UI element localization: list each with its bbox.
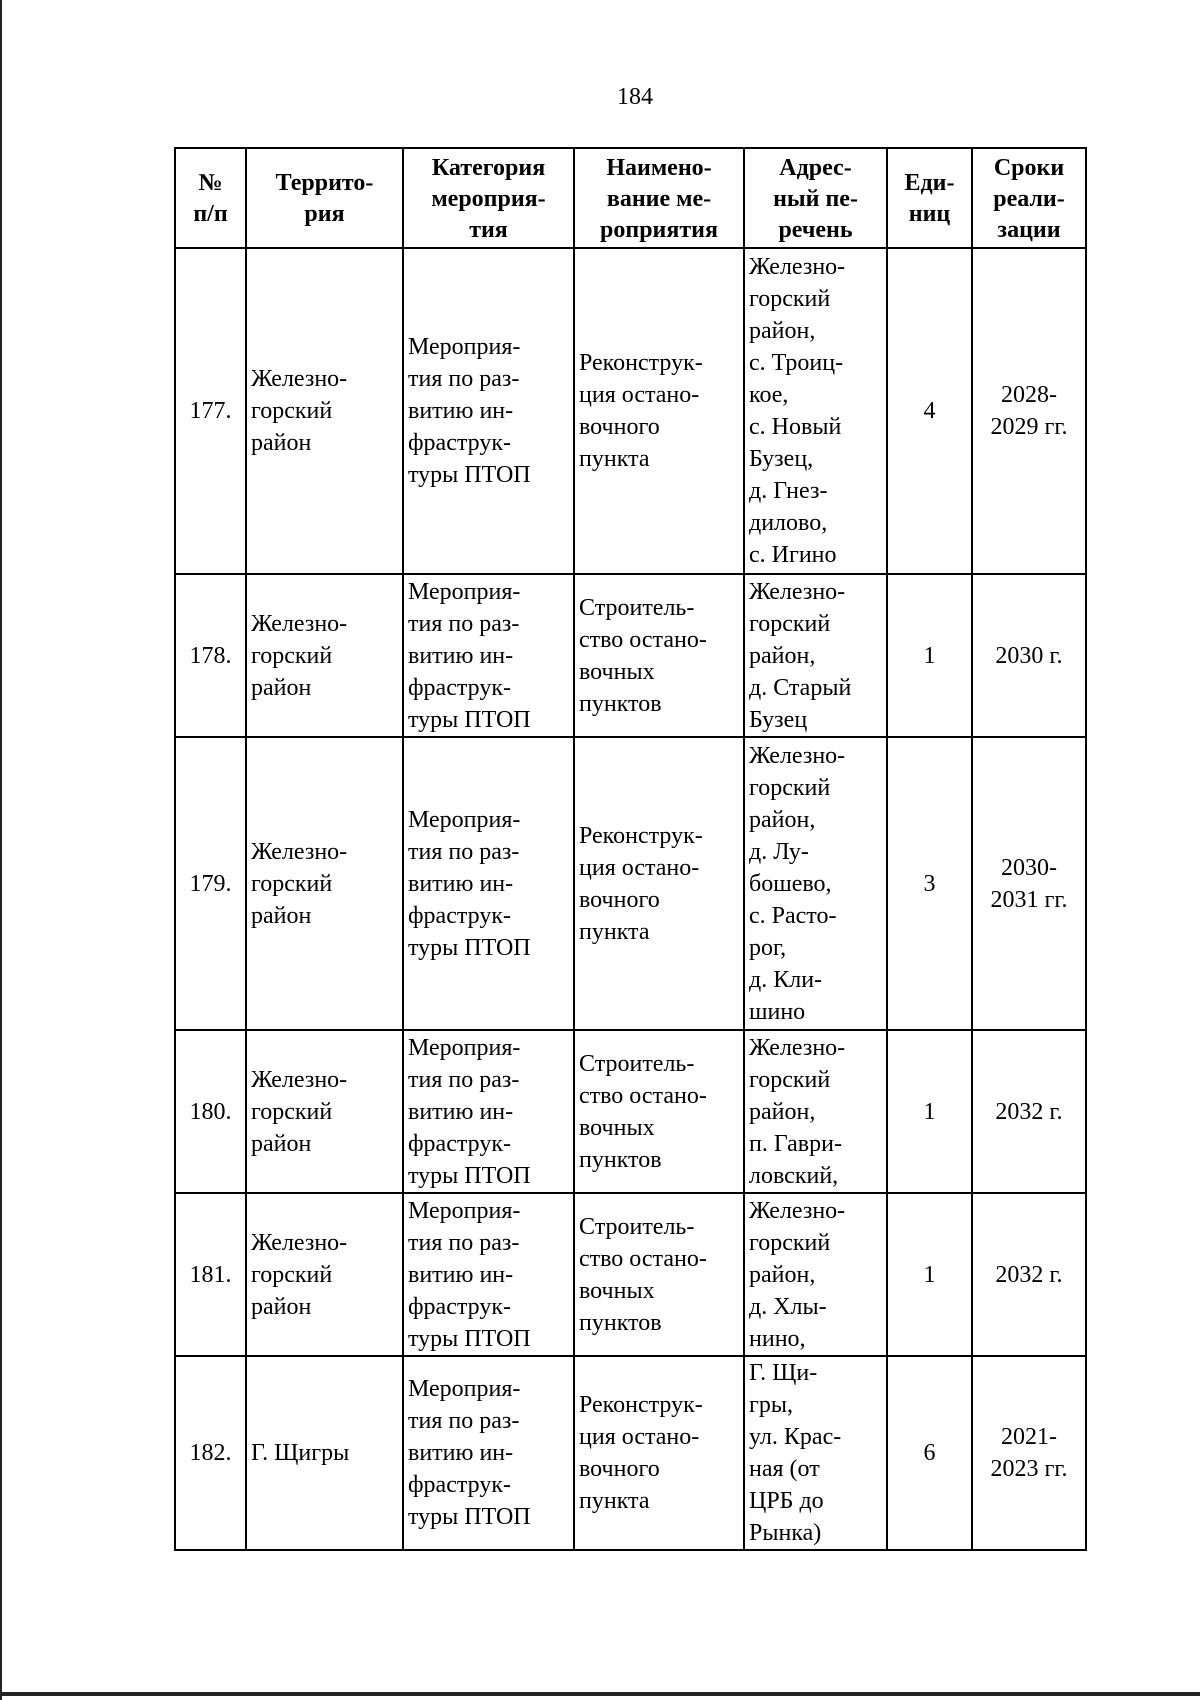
cell-address-line: Железно- <box>749 254 846 280</box>
cell-address-line: Железно- <box>749 1034 846 1061</box>
cell-event-name <box>574 574 744 737</box>
cell-category-line: фраструк- <box>408 430 511 456</box>
cell-category-line: Мероприя- <box>408 578 521 605</box>
cell-territory-line: горский <box>251 398 333 424</box>
cell-territory-line: район <box>251 430 312 456</box>
header-category-line: мероприя- <box>431 185 546 212</box>
cell-term-line: 2031 гг. <box>990 886 1068 913</box>
cell-territory-line: район <box>251 1130 312 1157</box>
table-row <box>175 248 1086 574</box>
cell-category-line: тия по раз- <box>408 838 520 865</box>
cell-num: 181. <box>175 1193 246 1356</box>
cell-address-line: д. Лу- <box>749 838 809 865</box>
table-body <box>175 248 1086 1550</box>
table-row <box>175 737 1086 1030</box>
cell-category-line: витию ин- <box>408 870 514 897</box>
cell-event-name-line: ция остано- <box>579 854 700 881</box>
header-units-line: Еди- <box>904 170 955 196</box>
cell-address <box>744 1193 887 1356</box>
cell-address-line: горский <box>749 1066 831 1093</box>
cell-territory <box>246 574 403 737</box>
cell-address-line: Железно- <box>749 1197 846 1224</box>
cell-event-name-line: вочного <box>579 414 660 440</box>
table-row <box>175 1193 1086 1356</box>
cell-term-line: 2023 гг. <box>990 1456 1068 1482</box>
cell-address-line: горский <box>749 610 831 637</box>
cell-territory <box>246 1193 403 1356</box>
header-term-line: Сроки <box>993 154 1065 181</box>
page-bottom-edge <box>0 1692 1200 1696</box>
cell-term-line: 2030- <box>1001 854 1057 881</box>
cell-address-line: п. Гаври- <box>749 1130 842 1157</box>
header-num <box>175 148 246 248</box>
cell-event-name-line: пунктов <box>579 1146 662 1173</box>
cell-event-name-line: вочных <box>579 1114 655 1141</box>
cell-event-name-line: ство остано- <box>579 1245 707 1272</box>
header-address-line: ный пе- <box>773 185 858 212</box>
cell-event-name <box>574 248 744 574</box>
cell-address-line: горский <box>749 1229 831 1256</box>
cell-address <box>744 1356 887 1550</box>
cell-territory-line: горский <box>251 870 333 897</box>
cell-address-line: Бузец, <box>749 446 814 472</box>
cell-address-line: Бузец <box>749 706 808 733</box>
cell-units: 6 <box>887 1356 972 1550</box>
cell-address-line: ная (от <box>749 1456 820 1482</box>
cell-address-line: ул. Крас- <box>749 1424 842 1450</box>
cell-category-line: туры ПТОП <box>408 1325 531 1352</box>
cell-address-line: с. Игино <box>749 542 837 568</box>
cell-category-line: тия по раз- <box>408 1066 520 1093</box>
cell-territory <box>246 248 403 574</box>
cell-territory-line: район <box>251 902 312 929</box>
page-left-edge <box>0 0 2 1700</box>
cell-term <box>972 1193 1086 1356</box>
cell-address-line: ЦРБ до <box>749 1488 824 1514</box>
cell-category-line: витию ин- <box>408 1261 514 1288</box>
cell-address-line: рог, <box>749 934 787 961</box>
cell-address-line: район, <box>749 806 816 833</box>
cell-category-line: витию ин- <box>408 642 514 669</box>
cell-event-name-line: Строитель- <box>579 1213 695 1240</box>
cell-term <box>972 1030 1086 1193</box>
cell-event-name-line: ство остано- <box>579 1082 707 1109</box>
cell-category-line: туры ПТОП <box>408 1504 531 1530</box>
cell-category-line: Мероприя- <box>408 806 521 833</box>
cell-num: 180. <box>175 1030 246 1193</box>
cell-term <box>972 1356 1086 1550</box>
cell-category-line: тия по раз- <box>408 366 520 392</box>
cell-address-line: район, <box>749 1098 816 1125</box>
cell-category-line: фраструк- <box>408 1293 511 1320</box>
header-term-line: зации <box>997 216 1061 243</box>
cell-address-line: гры, <box>749 1392 793 1418</box>
cell-territory-line: Г. Щигры <box>251 1440 350 1466</box>
cell-category-line: тия по раз- <box>408 1229 520 1256</box>
cell-territory-line: район <box>251 1293 312 1320</box>
cell-term-line: 2032 г. <box>995 1261 1063 1288</box>
header-category-line: Категория <box>431 154 546 181</box>
cell-territory-line: Железно- <box>251 838 348 865</box>
cell-category <box>403 1356 574 1550</box>
cell-event-name-line: пункта <box>579 1488 650 1514</box>
cell-event-name-line: ция остано- <box>579 382 700 408</box>
cell-category-line: тия по раз- <box>408 1408 520 1434</box>
cell-term <box>972 737 1086 1030</box>
table-header-row <box>175 148 1086 248</box>
cell-num: 179. <box>175 737 246 1030</box>
cell-territory-line: горский <box>251 1261 333 1288</box>
cell-term <box>972 574 1086 737</box>
header-num-line: № <box>198 170 223 196</box>
cell-territory-line: район <box>251 674 312 701</box>
cell-territory <box>246 1356 403 1550</box>
cell-address-line: дилово, <box>749 510 828 536</box>
cell-address-line: д. Хлы- <box>749 1293 827 1320</box>
cell-territory-line: горский <box>251 642 333 669</box>
cell-address-line: нино, <box>749 1325 806 1352</box>
cell-address-line: д. Гнез- <box>749 478 828 504</box>
cell-address-line: ловский, <box>749 1162 839 1189</box>
cell-category-line: фраструк- <box>408 1472 511 1498</box>
cell-category-line: туры ПТОП <box>408 1162 531 1189</box>
cell-address-line: район, <box>749 642 816 669</box>
cell-event-name-line: вочных <box>579 1277 655 1304</box>
cell-category-line: туры ПТОП <box>408 462 531 488</box>
header-units-line: ниц <box>908 201 951 227</box>
cell-category-line: Мероприя- <box>408 334 521 360</box>
cell-address-line: с. Новый <box>749 414 842 440</box>
cell-units: 1 <box>887 1030 972 1193</box>
cell-address-line: Железно- <box>749 742 846 769</box>
cell-event-name-line: вочного <box>579 886 660 913</box>
cell-category-line: Мероприя- <box>408 1034 521 1061</box>
cell-category-line: фраструк- <box>408 674 511 701</box>
cell-event-name-line: Реконструк- <box>579 822 703 849</box>
table-row <box>175 1356 1086 1550</box>
cell-category-line: фраструк- <box>408 1130 511 1157</box>
header-name-line: роприятия <box>600 216 718 243</box>
cell-address <box>744 248 887 574</box>
cell-address-line: кое, <box>749 382 789 408</box>
cell-event-name <box>574 1030 744 1193</box>
cell-category <box>403 248 574 574</box>
cell-address-line: Г. Щи- <box>749 1360 818 1386</box>
cell-category <box>403 1193 574 1356</box>
cell-event-name-line: ство остано- <box>579 626 707 653</box>
cell-event-name-line: вочного <box>579 1456 660 1482</box>
cell-term-line: 2028- <box>1001 382 1057 408</box>
cell-event-name-line: Реконструк- <box>579 350 703 376</box>
table-row <box>175 1030 1086 1193</box>
cell-event-name-line: пункта <box>579 918 650 945</box>
header-term-line: реали- <box>993 185 1065 212</box>
cell-address-line: д. Старый <box>749 674 852 701</box>
cell-address-line: район, <box>749 318 816 344</box>
cell-territory-line: Железно- <box>251 1229 348 1256</box>
header-name <box>574 148 744 248</box>
cell-event-name-line: пунктов <box>579 690 662 717</box>
header-territory <box>246 148 403 248</box>
cell-category-line: фраструк- <box>408 902 511 929</box>
cell-address-line: Рынка) <box>749 1520 822 1546</box>
cell-category-line: витию ин- <box>408 1098 514 1125</box>
cell-territory-line: Железно- <box>251 610 348 637</box>
cell-category-line: туры ПТОП <box>408 706 531 733</box>
cell-address <box>744 1030 887 1193</box>
header-category <box>403 148 574 248</box>
cell-event-name-line: пункта <box>579 446 650 472</box>
header-num-line: п/п <box>193 201 228 227</box>
cell-num: 177. <box>175 248 246 574</box>
cell-term-line: 2029 гг. <box>990 414 1068 440</box>
header-address-line: Адрес- <box>779 154 852 181</box>
cell-num: 182. <box>175 1356 246 1550</box>
cell-address-line: бошево, <box>749 870 832 897</box>
cell-event-name <box>574 737 744 1030</box>
cell-address-line: район, <box>749 1261 816 1288</box>
table-row <box>175 574 1086 737</box>
cell-event-name <box>574 1193 744 1356</box>
cell-num: 178. <box>175 574 246 737</box>
cell-event-name-line: пунктов <box>579 1309 662 1336</box>
cell-units: 1 <box>887 1193 972 1356</box>
header-units <box>887 148 972 248</box>
cell-category-line: туры ПТОП <box>408 934 531 961</box>
header-name-line: вание ме- <box>606 185 712 212</box>
cell-address-line: горский <box>749 286 831 312</box>
cell-event-name-line: Реконструк- <box>579 1392 703 1418</box>
cell-category-line: Мероприя- <box>408 1197 521 1224</box>
cell-event-name-line: ция остано- <box>579 1424 700 1450</box>
cell-category-line: тия по раз- <box>408 610 520 637</box>
page-number: 184 <box>617 84 653 110</box>
cell-term-line: 2032 г. <box>995 1098 1063 1125</box>
cell-address-line: д. Кли- <box>749 966 823 993</box>
cell-term-line: 2030 г. <box>995 642 1063 669</box>
header-address-line: речень <box>778 216 853 243</box>
cell-address-line: с. Расто- <box>749 902 837 929</box>
cell-units: 3 <box>887 737 972 1030</box>
cell-category <box>403 574 574 737</box>
cell-address-line: Железно- <box>749 578 846 605</box>
cell-category-line: витию ин- <box>408 1440 514 1466</box>
cell-category <box>403 1030 574 1193</box>
cell-term <box>972 248 1086 574</box>
cell-territory-line: Железно- <box>251 366 348 392</box>
header-address <box>744 148 887 248</box>
cell-event-name-line: вочных <box>579 658 655 685</box>
cell-category <box>403 737 574 1030</box>
cell-category-line: Мероприя- <box>408 1376 521 1402</box>
cell-event-name-line: Строитель- <box>579 594 695 621</box>
cell-category-line: витию ин- <box>408 398 514 424</box>
cell-territory-line: горский <box>251 1098 333 1125</box>
events-table <box>174 147 1087 1551</box>
cell-term-line: 2021- <box>1001 1424 1057 1450</box>
header-term <box>972 148 1086 248</box>
cell-territory-line: Железно- <box>251 1066 348 1093</box>
header-territory-line: Террито- <box>275 170 374 196</box>
cell-address-line: шино <box>749 998 806 1025</box>
cell-address <box>744 737 887 1030</box>
cell-units: 4 <box>887 248 972 574</box>
header-category-line: тия <box>469 216 508 243</box>
cell-address-line: с. Троиц- <box>749 350 844 376</box>
cell-territory <box>246 1030 403 1193</box>
cell-event-name-line: Строитель- <box>579 1050 695 1077</box>
header-name-line: Наимено- <box>606 154 712 181</box>
cell-event-name <box>574 1356 744 1550</box>
cell-address-line: горский <box>749 774 831 801</box>
cell-address <box>744 574 887 737</box>
cell-units: 1 <box>887 574 972 737</box>
header-territory-line: рия <box>304 201 345 227</box>
cell-territory <box>246 737 403 1030</box>
